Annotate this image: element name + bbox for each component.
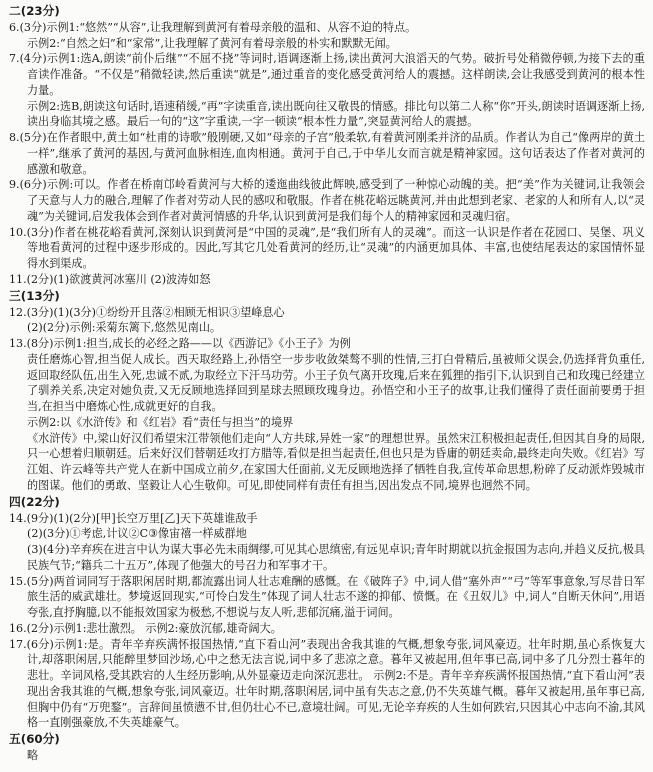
q15-answer: 15.(5分)两首词同写于落职闲居时期,都流露出词人壮志难酬的感慨。在《破阵子》中,词人借“塞外声”“弓”等军事意象,写尽昔日军旅生活的威武雄壮。梦境返回现实,“可怜白发生”体现了词人壮志不遂的抑郁、愤慨。在《丑奴儿》中,词人“自断天休问”,用语夸张,直抒胸臆,以不能报效国家为极愁,不想说与友人听,悲郁沉痛,溢于词间。	[9, 574, 645, 620]
section-4-heading: 四(22分)	[9, 494, 60, 509]
q8-answer: 8.(5分)在作者眼中,黄土如“杜甫的诗歌”般刚硬,又如“母亲的子宫”般柔软,有着黄河刚柔并济的品质。作者认为自己“像两岸的黄土一样”,继承了黄河的基因,与黄河血脉相连,血肉相通。黄河于自己,于中华儿女而言就是精神家园。这句话表达了作者对黄河的感激和敬意。	[9, 131, 645, 176]
section-3-heading: 三(13分)	[9, 288, 60, 303]
q10-answer: 10.(3分)作者在桃花峪看黄河,深刻认识到黄河是“中国的灵魂”,是“我们所有人的灵魂”。而这一认识是作者在花园口、吴堡、巩义等地看黄河的过程中逐步形成的。因此,写其它几处看黄河的经历,让“灵魂”的内涵更加具体、丰富,也使结尾表达的家国情怀显得水到渠成。	[9, 225, 645, 271]
q13-example2-title: 示例2:以《水浒传》和《红岩》看“责任与担当”的境界	[27, 415, 294, 429]
answer-page	[9, 3, 645, 764]
q16-answer: 16.(2分)示例1:悲壮激烈。 示例2:豪放沉郁,雄奇阔大。	[9, 621, 282, 635]
q13-example1-title: 13.(8分)示例1:担当,成长的必经之路——以《西游记》《小王子》为例	[9, 337, 351, 351]
q7-example2: 示例2:选B,朗读这句话时,语速稍缓,“再”字读重音,读出既向往又敬畏的情感。排比句以第二人称“你”开头,朗读时语调逐渐上扬,读出身临其境之感。最后一句的“这”字重读,一字一顿读“根本性力量”,突显黄河给人的震撼。	[27, 99, 645, 129]
q6-example1: 6.(3分)示例1:“悠然”“从容”,让我理解到黄河有着母亲般的温和、从容不迫的特点。	[9, 20, 417, 34]
q14-part3: (3)(4分)辛弃疾在进言中认为谋大事必先未雨绸缪,可见其心思缜密,有远见卓识;青年时期就以抗金报国为志向,并趋义反抗,极具民族气节;“籍兵二十五万”,体现了他强大的号召力和军事才干。	[27, 543, 645, 572]
q9-answer: 9.(6分)示例:可以。作者在桥南邙岭看黄河与大桥的逶迤曲线彼此辉映,感受到了一种惊心动魄的美。把“美”作为关键词,让我领会了天意与人力的融合,理解了作者对劳动人民的感叹和敬服。作者在桃花峪远眺黄河,并由此想到老家、老家的人和所有人,以“灵魂”为关键词,启发我体会到作者对黄河情感的升华,认识到黄河是我们每个人的精神家园和灵魂归宿。	[9, 178, 645, 223]
q6-example2: 示例2:“自然之妇”和“家常”,让我理解了黄河有着母亲般的朴实和默默无闻。	[27, 36, 397, 50]
q17-answer: 17.(6分)示例1:是。青年辛弃疾满怀报国热情,“直下看山河”表现出舍我其谁的气概,想象夸张,词风豪迈。壮年时期,虽心系恢复大计,却落职闲居,只能醉里梦回沙场,心中之愁无法言说,词中多了悲凉之意。暮年又被起用,但年事已高,词中多了几分烈士暮年的悲壮。辛词风格,受其跌宕的人生经历影响,从外显豪迈走向深沉悲壮。 示例2:不是。青年辛弃疾满怀报国热情,“直下看山河”表现出舍我其谁的气概,想象夸张,词风豪迈。壮年时期,落职闲居,词中虽有失志之意,仍不失英雄气概。暮年又被起用,虽年事已高,但胸中仍有“万兜鍪”。言辞间虽愤懑不甘,但仍壮心不已,意境壮阔。可见,无论辛弃疾的人生如何跌宕,只因其心中志向不渝,其风格一直刚强豪放,不失英雄豪气。	[9, 637, 645, 730]
q14-part2: (2)(3分)①考虑,计议②C③像宙禧一样威群地	[27, 527, 247, 541]
q12-part2: (2)(2分)示例:采菊东篱下,悠然见南山。	[27, 321, 222, 335]
q13-example1-body: 责任磨炼心智,担当促人成长。西天取经路上,孙悟空一步步收敛桀骜不驯的性情,三打白骨精后,虽被师父误会,仍选择背负重任,返回取经队伍,出生入死,忠诚不贰,为取经立下汗马功劳。小王子负气离开玫瑰,后来在狐狸的指引下,认识到自己和玫瑰已经建立了驯养关系,决定对她负责,又无反顾地选择回到星球去照顾玫瑰身边。孙悟空和小王子的故事,让我们懂得了责任面前要勇于担当,在担当中磨炼心性,成就更好的自我。	[27, 352, 645, 414]
section-5-heading: 五(60分)	[9, 732, 60, 747]
section-5-body: 略	[27, 748, 39, 762]
q14-part1: 14.(9分)(1)(2分)[甲]长空万里[乙]天下英雄谁敌手	[9, 511, 258, 525]
section-2-heading: 二(23分)	[9, 4, 60, 18]
q12-part1: 12.(3分)(1)(3分)①纷纷开且落②相顾无相识③望峰息心	[9, 305, 285, 319]
q13-example2-body: 《水浒传》中,梁山好汉们希望宋江带领他们走向“人方共球,异姓一家”的理想世界。虽然宋江积极担起责任,但因其自身的局限,只一心想着归顺朝廷。后来好汉们替朝廷攻打方腊等,看似是担当起责任,但也只是为昏庸的朝廷卖命,最终走向失败。《红岩》写江姐、许云峰等共产党人在新中国成立前夕,在家国大任面前,义无反顾地选择了牺牲自我,宣传革命思想,粉碎了反动派炸毁城市的图谋。他们的勇敢、坚毅让人心生敬仰。可见,即使同样有责任有担当,因出发点不同,境界也迥然不同。	[27, 431, 645, 492]
q11-answer: 11.(2分)(1)欲渡黄河冰塞川 (2)波涛如怒	[9, 273, 211, 287]
q7-example1: 7.(4分)示例1:选A,朗读“前仆后继”“不屈不挠”等词时,语调逐渐上扬,读出黄河大浪滔天的气势。破折号处稍微停顿,为接下去的重音读作准备。“不仅是”稍微轻读,然后重读“就是”,通过重音的变化感受黄河给人的震撼。这样朗读,会让我感受到黄河的根本性力量。	[9, 52, 645, 97]
